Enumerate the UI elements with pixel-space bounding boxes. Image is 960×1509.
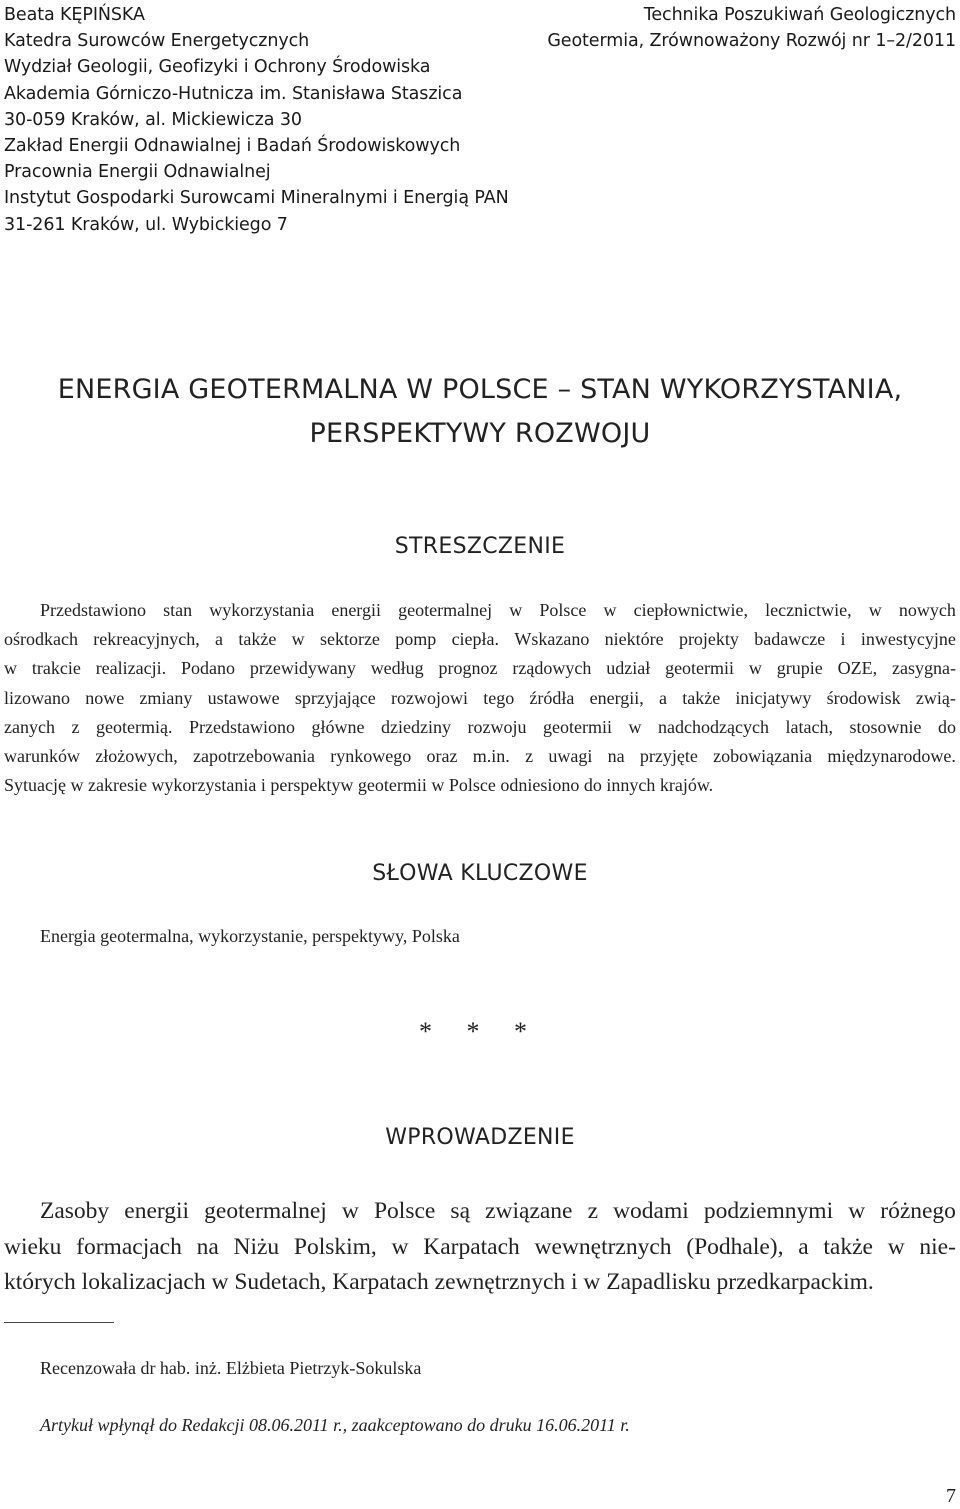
word: ustawowe (207, 687, 280, 708)
abstract-line (4, 654, 956, 683)
word: także (823, 1233, 873, 1260)
word: na (607, 746, 625, 767)
word: geotermalnej (398, 600, 493, 620)
word: (Podhale), (686, 1233, 784, 1260)
word: przyjęte (639, 746, 698, 767)
word: energii (331, 600, 381, 620)
word: latach, (785, 716, 833, 737)
word: w (4, 658, 17, 679)
abstract-body (4, 596, 956, 800)
word: wewnętrznych (534, 1233, 672, 1260)
author-name: Beata KĘPIŃSKA (4, 5, 145, 25)
word: Zasoby (40, 1198, 110, 1224)
affiliation-line: Akademia Górniczo-Hutnicza im. Stanisława Staszica (4, 83, 463, 104)
word: projekty (678, 629, 739, 650)
word: geotermalnej (204, 1198, 327, 1224)
word: Polsce (373, 1198, 436, 1224)
section-separator: * * * (419, 1017, 541, 1046)
introduction-body (4, 1194, 956, 1301)
word: przewidywany (249, 658, 356, 679)
word: nie- (919, 1233, 956, 1260)
word: z (525, 746, 534, 767)
word: a (659, 687, 667, 708)
word: prognoz (438, 658, 498, 679)
word: rozwojowi (391, 687, 468, 708)
keywords-heading: SŁOWA KLUCZOWE (372, 861, 588, 886)
introduction-heading: WPROWADZENIE (385, 1125, 575, 1150)
word: Podano (181, 658, 235, 679)
word: inwestycyjne (860, 629, 956, 650)
title-line: ENERGIA GEOTERMALNA W POLSCE – STAN WYKORZYSTANIA, (57, 374, 903, 405)
affiliation-line: Pracownia Energii Odnawialnej (4, 162, 271, 183)
word: główne (311, 716, 365, 737)
word: trakcie (31, 658, 81, 679)
word: stan (163, 600, 193, 620)
abstract-heading: STRESZCZENIE (394, 534, 566, 559)
word: zanych (4, 716, 55, 737)
word: w (848, 1198, 866, 1224)
word: są (450, 1198, 470, 1224)
word: w (291, 629, 305, 650)
word: ciepłownictwie, (633, 600, 749, 620)
word: nowych (898, 600, 956, 620)
word: różnego (880, 1198, 956, 1224)
word: niektóre (604, 629, 664, 650)
word: udział (606, 658, 651, 679)
word: sprzyjające (294, 687, 376, 708)
abstract-line (4, 684, 956, 713)
word: dziedziny (381, 716, 451, 737)
word: nowe (85, 687, 125, 708)
affiliation-line: 30-059 Kraków, al. Mickiewicza 30 (4, 109, 302, 130)
word: realizacji. (95, 658, 167, 679)
word: ośrodkach (4, 629, 78, 650)
word: warunków (4, 746, 80, 767)
word: do (937, 716, 956, 737)
word: rynkowego (330, 746, 412, 767)
word: także (238, 629, 277, 650)
word: rozwoju (467, 716, 527, 737)
journal-issue: Geotermia, Zrównoważony Rozwój nr 1–2/2011 (547, 31, 956, 52)
word: Przedstawiono (40, 600, 146, 620)
word: Karpatach (423, 1233, 520, 1260)
word: zmiany (139, 687, 193, 708)
word: Wskazano (514, 629, 590, 650)
abstract-line: Sytuację w zakresie wykorzystania i perspektyw geotermii w Polsce odniesiono do innych krajów. (4, 775, 714, 796)
word: rekreacyjnych, (93, 629, 200, 650)
author-affiliation (4, 2, 509, 238)
word: lizowano (4, 687, 70, 708)
word: w (628, 716, 642, 737)
keywords-text: Energia geotermalna, wykorzystanie, perspektywy, Polska (40, 926, 460, 946)
word: podziemnymi (703, 1198, 834, 1224)
journal-name: Technika Poszukiwań Geologicznych (643, 5, 956, 25)
word: środowisk (826, 687, 901, 708)
introduction-line: których lokalizacjach w Sudetach, Karpatach zewnętrznych i w Zapadlisku przedkarpackim. (4, 1269, 874, 1296)
word: badawcze (754, 629, 826, 650)
word: Polsce (539, 600, 587, 620)
word: i (840, 629, 846, 650)
word: międzynarodowe. (827, 746, 956, 767)
word: także (682, 687, 721, 708)
word: Przedstawiono (188, 716, 295, 737)
word: związane (485, 1198, 573, 1224)
word: wieku (4, 1233, 62, 1260)
submission-dates: Artykuł wpłynął do Redakcji 08.06.2011 r., zaakceptowano do druku 16.06.2011 r. (40, 1415, 630, 1435)
word: wykorzystania (209, 600, 315, 620)
word: uwagi (548, 746, 593, 767)
word: a (798, 1233, 809, 1260)
affiliation-line: Zakład Energii Odnawialnej i Badań Środowiskowych (4, 136, 461, 157)
word: oraz (426, 746, 458, 767)
affiliation-line: Wydział Geologii, Geofizyki i Ochrony Środowiska (4, 57, 431, 78)
word: z (71, 716, 80, 737)
affiliation-line: Katedra Surowców Energetycznych (4, 31, 310, 52)
word: zapotrzebowania (193, 746, 315, 767)
word: inicjatywy (735, 687, 812, 708)
word: geotermią. (96, 716, 173, 737)
introduction-line (4, 1194, 956, 1230)
word: formacjach (76, 1233, 182, 1260)
word: tego (483, 687, 515, 708)
affiliation-line: Instytut Gospodarki Surowcami Mineralnymi i Energią PAN (4, 188, 509, 209)
word: OZE, (837, 658, 878, 679)
word: lecznictwie, (765, 600, 852, 620)
word: w (748, 658, 762, 679)
word: z (587, 1198, 598, 1224)
abstract-line (4, 713, 956, 742)
word: a (215, 629, 224, 650)
word: w (603, 600, 617, 620)
word: grupie (776, 658, 823, 679)
word: Niżu (233, 1233, 280, 1260)
introduction-line (4, 1230, 956, 1266)
word: źródła (529, 687, 575, 708)
word: energii, (589, 687, 644, 708)
affiliation-line: 31-261 Kraków, ul. Wybickiego 7 (4, 214, 288, 235)
word: zwią- (915, 687, 956, 708)
word: ciepła. (451, 629, 500, 650)
article-title (0, 368, 960, 456)
word: w (509, 600, 523, 620)
page-number: 7 (946, 1485, 956, 1507)
word: geotermii (665, 658, 735, 679)
abstract-line (4, 596, 956, 625)
journal-header (547, 2, 956, 54)
word: według (370, 658, 424, 679)
word: w (341, 1198, 359, 1224)
word: w (868, 600, 882, 620)
word: zasygna- (891, 658, 956, 679)
word: w (887, 1233, 905, 1260)
title-line: PERSPEKTYWY ROZWOJU (309, 418, 651, 449)
word: wodami (613, 1198, 689, 1224)
reviewer-note: Recenzowała dr hab. inż. Elżbieta Pietrzyk-Sokulska (40, 1358, 422, 1378)
word: m.in. (472, 746, 510, 767)
footnote-divider (4, 1322, 114, 1323)
word: na (196, 1233, 219, 1260)
abstract-line (4, 625, 956, 654)
word: w (391, 1233, 409, 1260)
word: stosownie (849, 716, 922, 737)
word: energii (124, 1198, 190, 1224)
word: sektorze (319, 629, 380, 650)
word: Polskim, (293, 1233, 377, 1260)
abstract-line (4, 742, 956, 771)
word: zobowiązania (713, 746, 813, 767)
word: złożowych, (95, 746, 178, 767)
word: nadchodzących (658, 716, 769, 737)
word: geotermii (543, 716, 612, 737)
word: pomp (395, 629, 437, 650)
word: rządowych (512, 658, 592, 679)
